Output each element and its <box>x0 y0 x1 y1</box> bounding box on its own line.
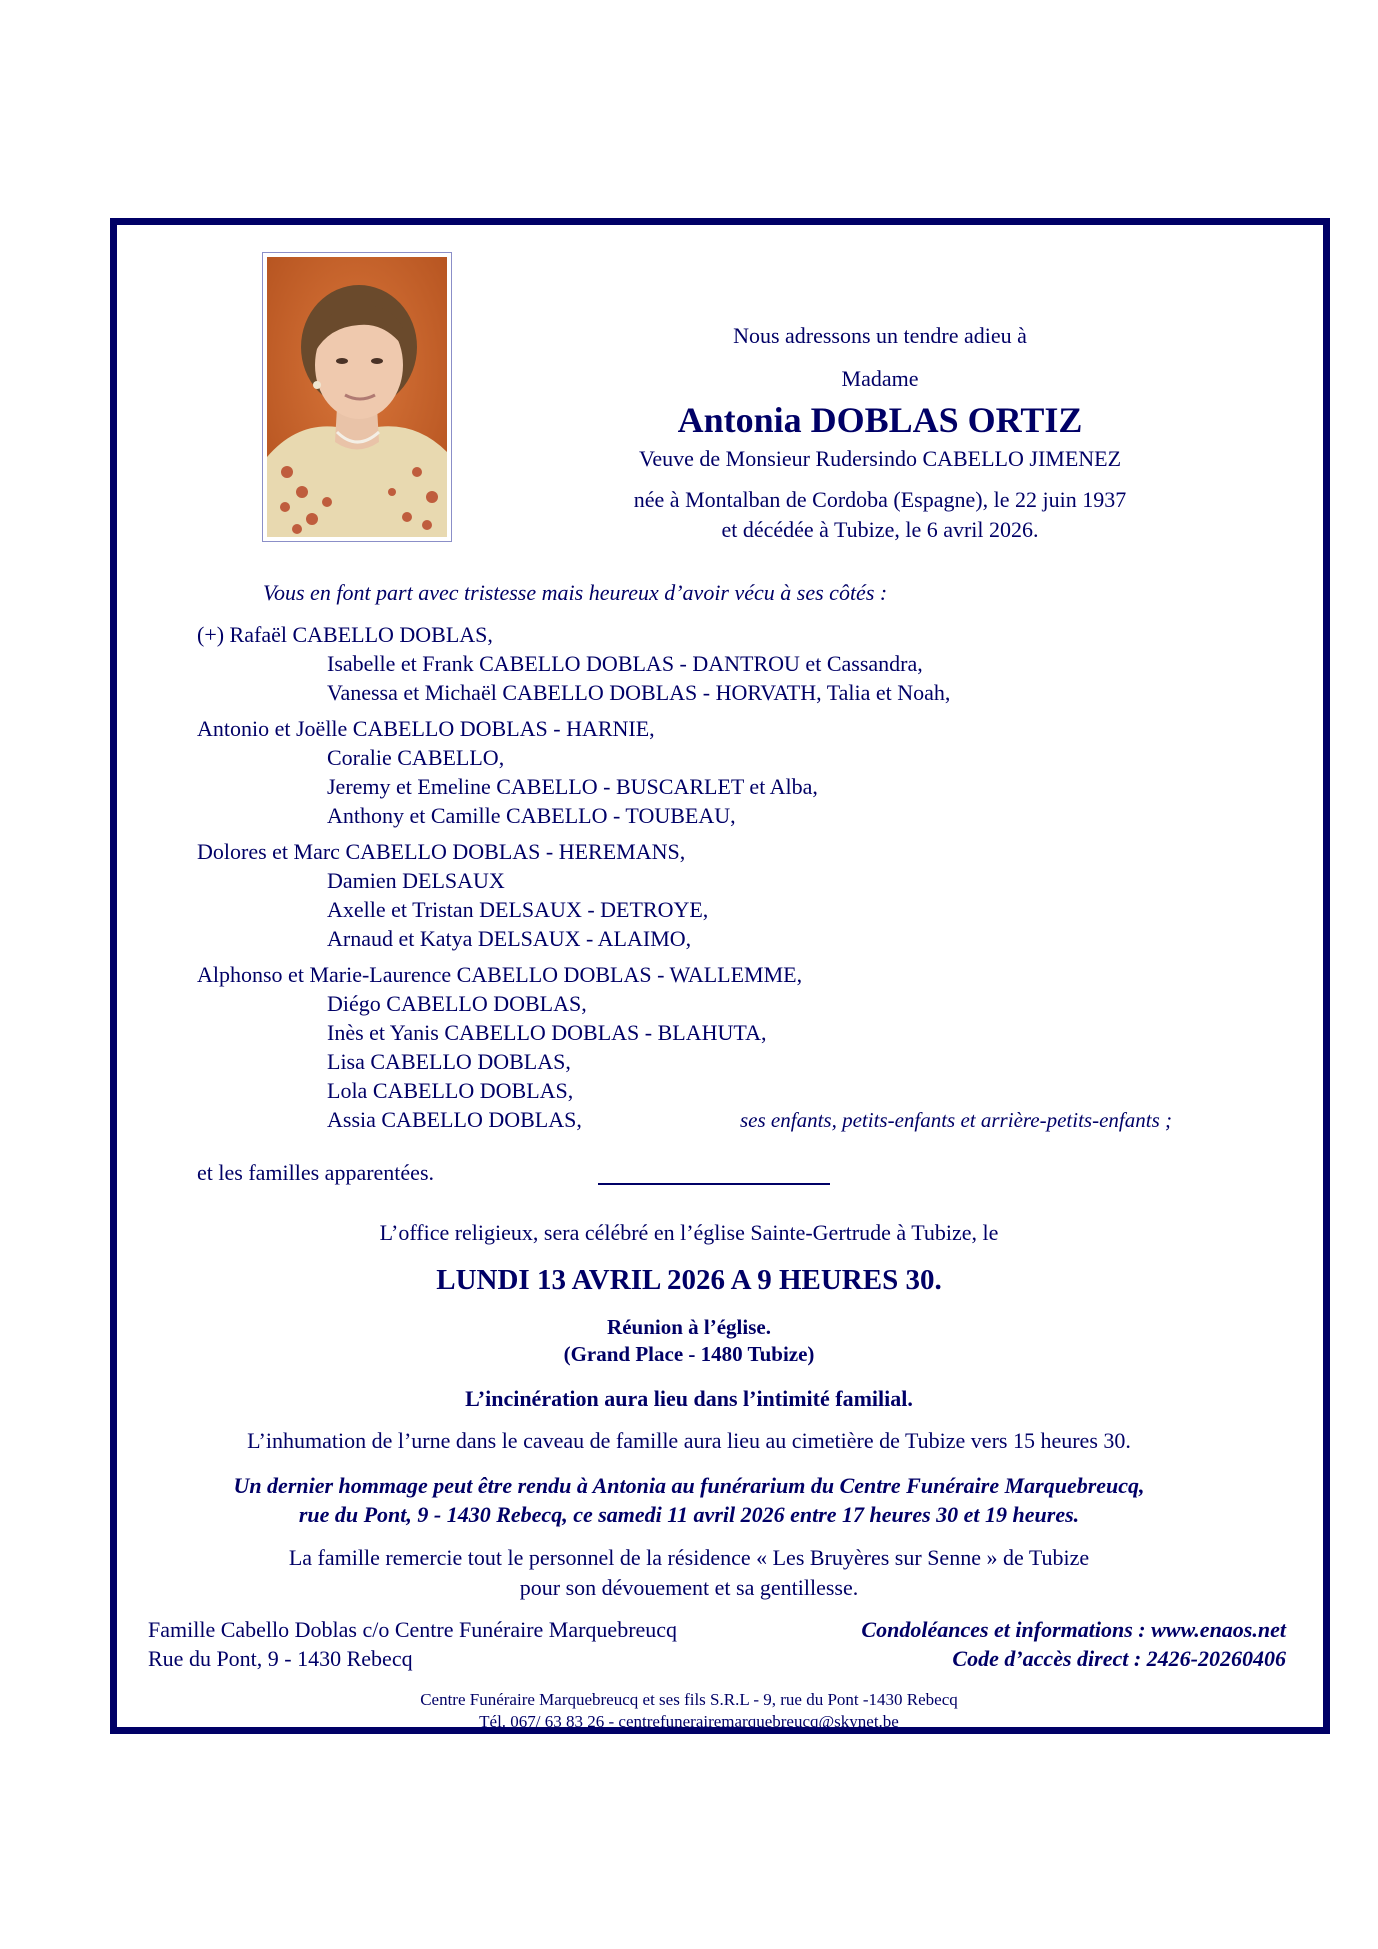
thanks-line-2: pour son dévouement et sa gentillesse. <box>519 1575 859 1600</box>
ceremony-datetime: LUNDI 13 AVRIL 2026 A 9 HEURES 30. <box>436 1264 942 1296</box>
death-info: et décédée à Tubize, le 6 avril 2026. <box>721 517 1039 542</box>
burial-info: L’inhumation de l’urne dans le caveau de famille aura lieu au cimetière de Tubize vers 15 heures 30. <box>247 1428 1131 1453</box>
family-group-head: Dolores et Marc CABELLO DOBLAS - HEREMANS, <box>197 839 686 864</box>
widow-of: Veuve de Monsieur Rudersindo CABELLO JIMENEZ <box>638 446 1122 471</box>
family-member: Vanessa et Michaël CABELLO DOBLAS - HORVATH, Talia et Noah, <box>327 680 951 705</box>
portrait-illustration <box>267 257 447 537</box>
condolences-link[interactable]: Condoléances et informations : www.enaos.net <box>861 1617 1286 1642</box>
cremation-info: L’incinération aura lieu dans l’intimité familial. <box>465 1386 913 1411</box>
family-member: Assia CABELLO DOBLAS, <box>327 1107 582 1132</box>
family-member: Arnaud et Katya DELSAUX - ALAIMO, <box>327 926 692 951</box>
family-group-head: Antonio et Joëlle CABELLO DOBLAS - HARNIE, <box>197 716 655 741</box>
contact-line-2: Rue du Pont, 9 - 1430 Rebecq <box>148 1646 413 1671</box>
family-member: Anthony et Camille CABELLO - TOUBEAU, <box>327 803 736 828</box>
intro-text: Nous adressons un tendre adieu à <box>733 323 1027 348</box>
family-member: Damien DELSAUX <box>327 868 505 893</box>
portrait-photo <box>267 257 447 537</box>
family-member: Lisa CABELLO DOBLAS, <box>327 1049 571 1074</box>
family-member: Axelle et Tristan DELSAUX - DETROYE, <box>327 897 709 922</box>
tribute-line-1: Un dernier hommage peut être rendu à Antonia au funérarium du Centre Funéraire Marquebreucq, <box>233 1473 1145 1498</box>
contact-line-1: Famille Cabello Doblas c/o Centre Funéraire Marquebreucq <box>148 1617 678 1642</box>
tribute-line-2: rue du Pont, 9 - 1430 Rebecq, ce samedi 11 avril 2026 entre 17 heures 30 et 19 heures. <box>298 1502 1080 1527</box>
meeting-place: Réunion à l’église. <box>607 1315 771 1339</box>
family-member: Jeremy et Emeline CABELLO - BUSCARLET et Alba, <box>327 774 818 799</box>
family-member: Lola CABELLO DOBLAS, <box>327 1078 574 1103</box>
deceased-name: Antonia DOBLAS ORTIZ <box>677 400 1083 440</box>
family-member: Diégo CABELLO DOBLAS, <box>327 991 587 1016</box>
company-info: Centre Funéraire Marquebreucq et ses fils S.R.L - 9, rue du Pont -1430 Rebecq <box>420 1690 958 1709</box>
company-contact[interactable]: Tél. 067/ 63 83 26 - centrefunerairemarquebreucq@skynet.be <box>479 1712 899 1731</box>
family-relation: ses enfants, petits-enfants et arrière-petits-enfants ; <box>740 1108 1172 1132</box>
family-closing: et les familles apparentées. <box>197 1160 435 1185</box>
thanks-line-1: La famille remercie tout le personnel de la résidence « Les Bruyères sur Senne » de Tubize <box>288 1545 1090 1570</box>
family-member: Inès et Yanis CABELLO DOBLAS - BLAHUTA, <box>327 1020 767 1045</box>
access-code: Code d’accès direct : 2426-20260406 <box>952 1646 1286 1671</box>
family-group-head: (+) Rafaël CABELLO DOBLAS, <box>197 622 493 647</box>
family-member: Isabelle et Frank CABELLO DOBLAS - DANTROU et Cassandra, <box>327 651 923 676</box>
ceremony-intro: L’office religieux, sera célébré en l’église Sainte-Gertrude à Tubize, le <box>379 1220 999 1245</box>
birth-info: née à Montalban de Cordoba (Espagne), le 22 juin 1937 <box>633 487 1127 512</box>
honorific: Madame <box>841 366 919 391</box>
separator-line <box>598 1183 830 1185</box>
family-intro: Vous en font part avec tristesse mais heureux d’avoir vécu à ses côtés : <box>263 580 888 605</box>
church-address: (Grand Place - 1480 Tubize) <box>563 1342 815 1366</box>
family-member: Coralie CABELLO, <box>327 745 505 770</box>
family-group-head: Alphonso et Marie-Laurence CABELLO DOBLAS - WALLEMME, <box>197 962 803 987</box>
portrait-frame <box>262 252 452 542</box>
